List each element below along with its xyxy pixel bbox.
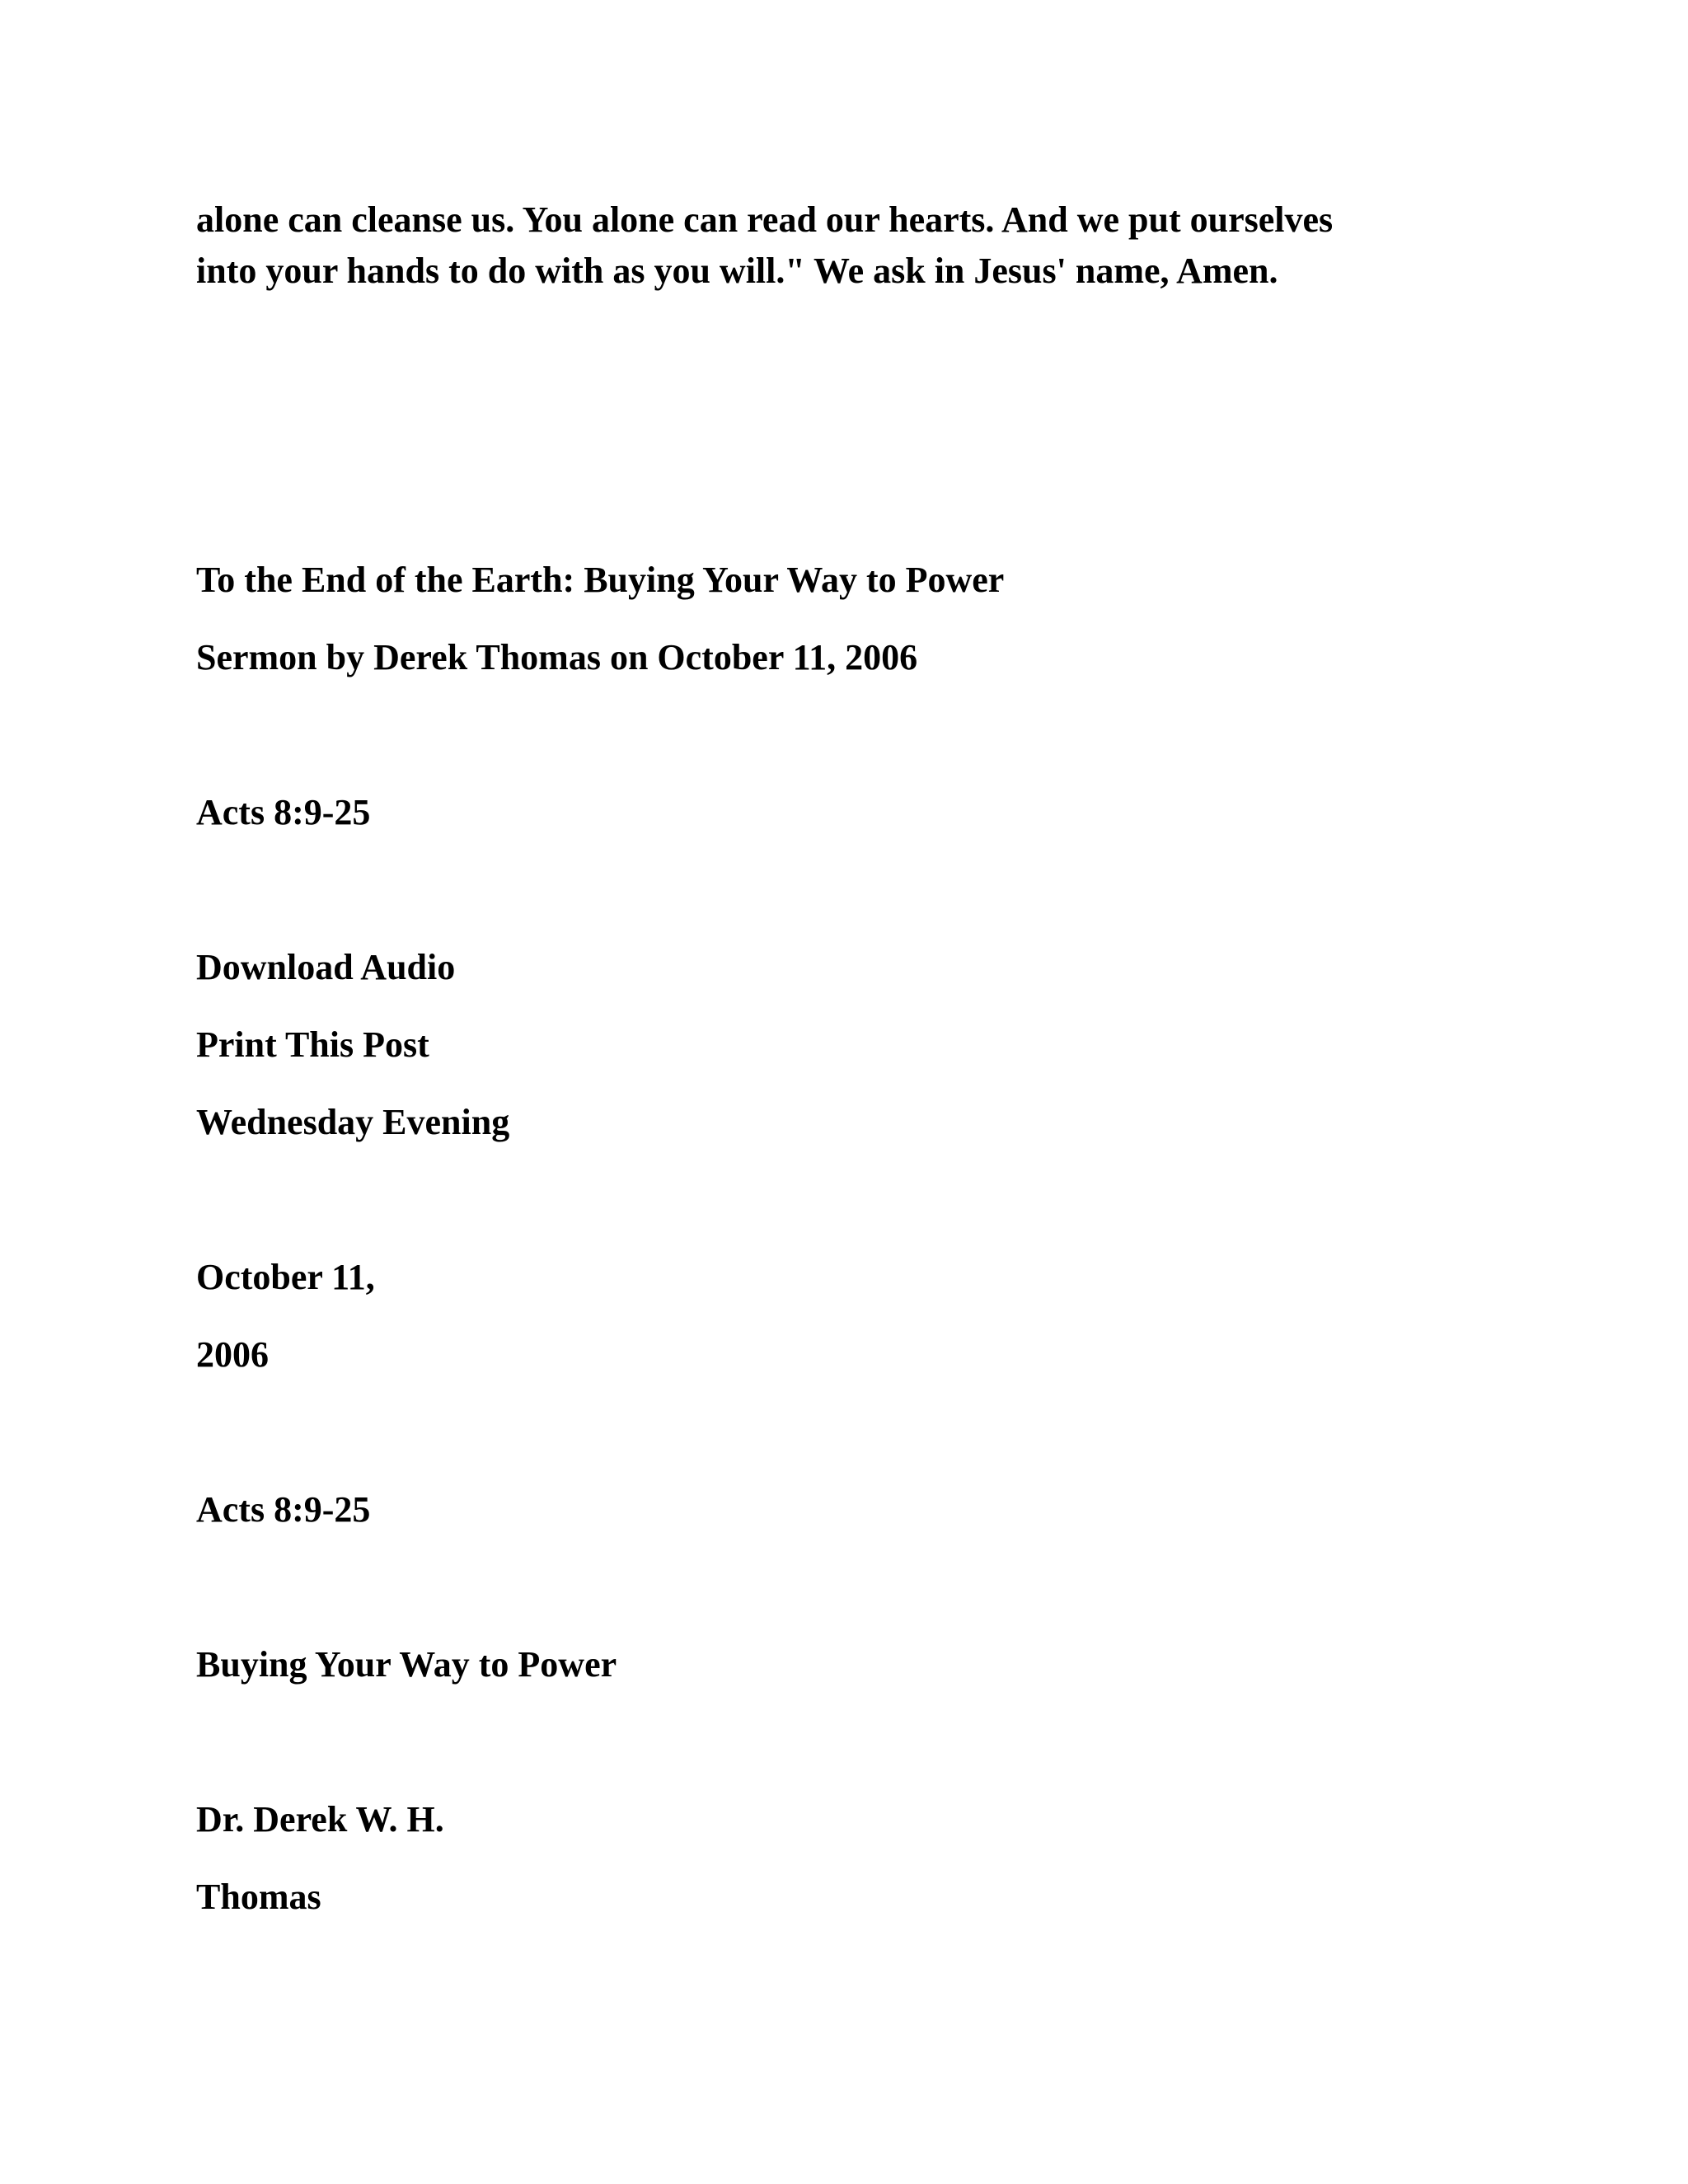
date-line-2: 2006	[196, 1334, 269, 1375]
sermon-subtitle: Buying Your Way to Power	[196, 1644, 617, 1685]
sermon-title: To the End of the Earth: Buying Your Way to Power	[196, 560, 1005, 600]
prayer-text-line-2: into your hands to do with as you will." We ask in Jesus' name, Amen.	[196, 251, 1278, 291]
date-line-1: October 11,	[196, 1257, 375, 1297]
download-audio-link[interactable]: Download Audio	[196, 947, 456, 987]
scripture-reference-2: Acts 8:9-25	[196, 1489, 371, 1530]
author-line-2: Thomas	[196, 1877, 321, 1917]
service-label: Wednesday Evening	[196, 1102, 510, 1142]
prayer-text-line-1: alone can cleanse us. You alone can read our hearts. And we put ourselves	[196, 199, 1334, 240]
scripture-reference: Acts 8:9-25	[196, 792, 371, 832]
author-line-1: Dr. Derek W. H.	[196, 1799, 444, 1840]
sermon-byline: Sermon by Derek Thomas on October 11, 2006	[196, 637, 918, 677]
print-post-link[interactable]: Print This Post	[196, 1024, 429, 1065]
